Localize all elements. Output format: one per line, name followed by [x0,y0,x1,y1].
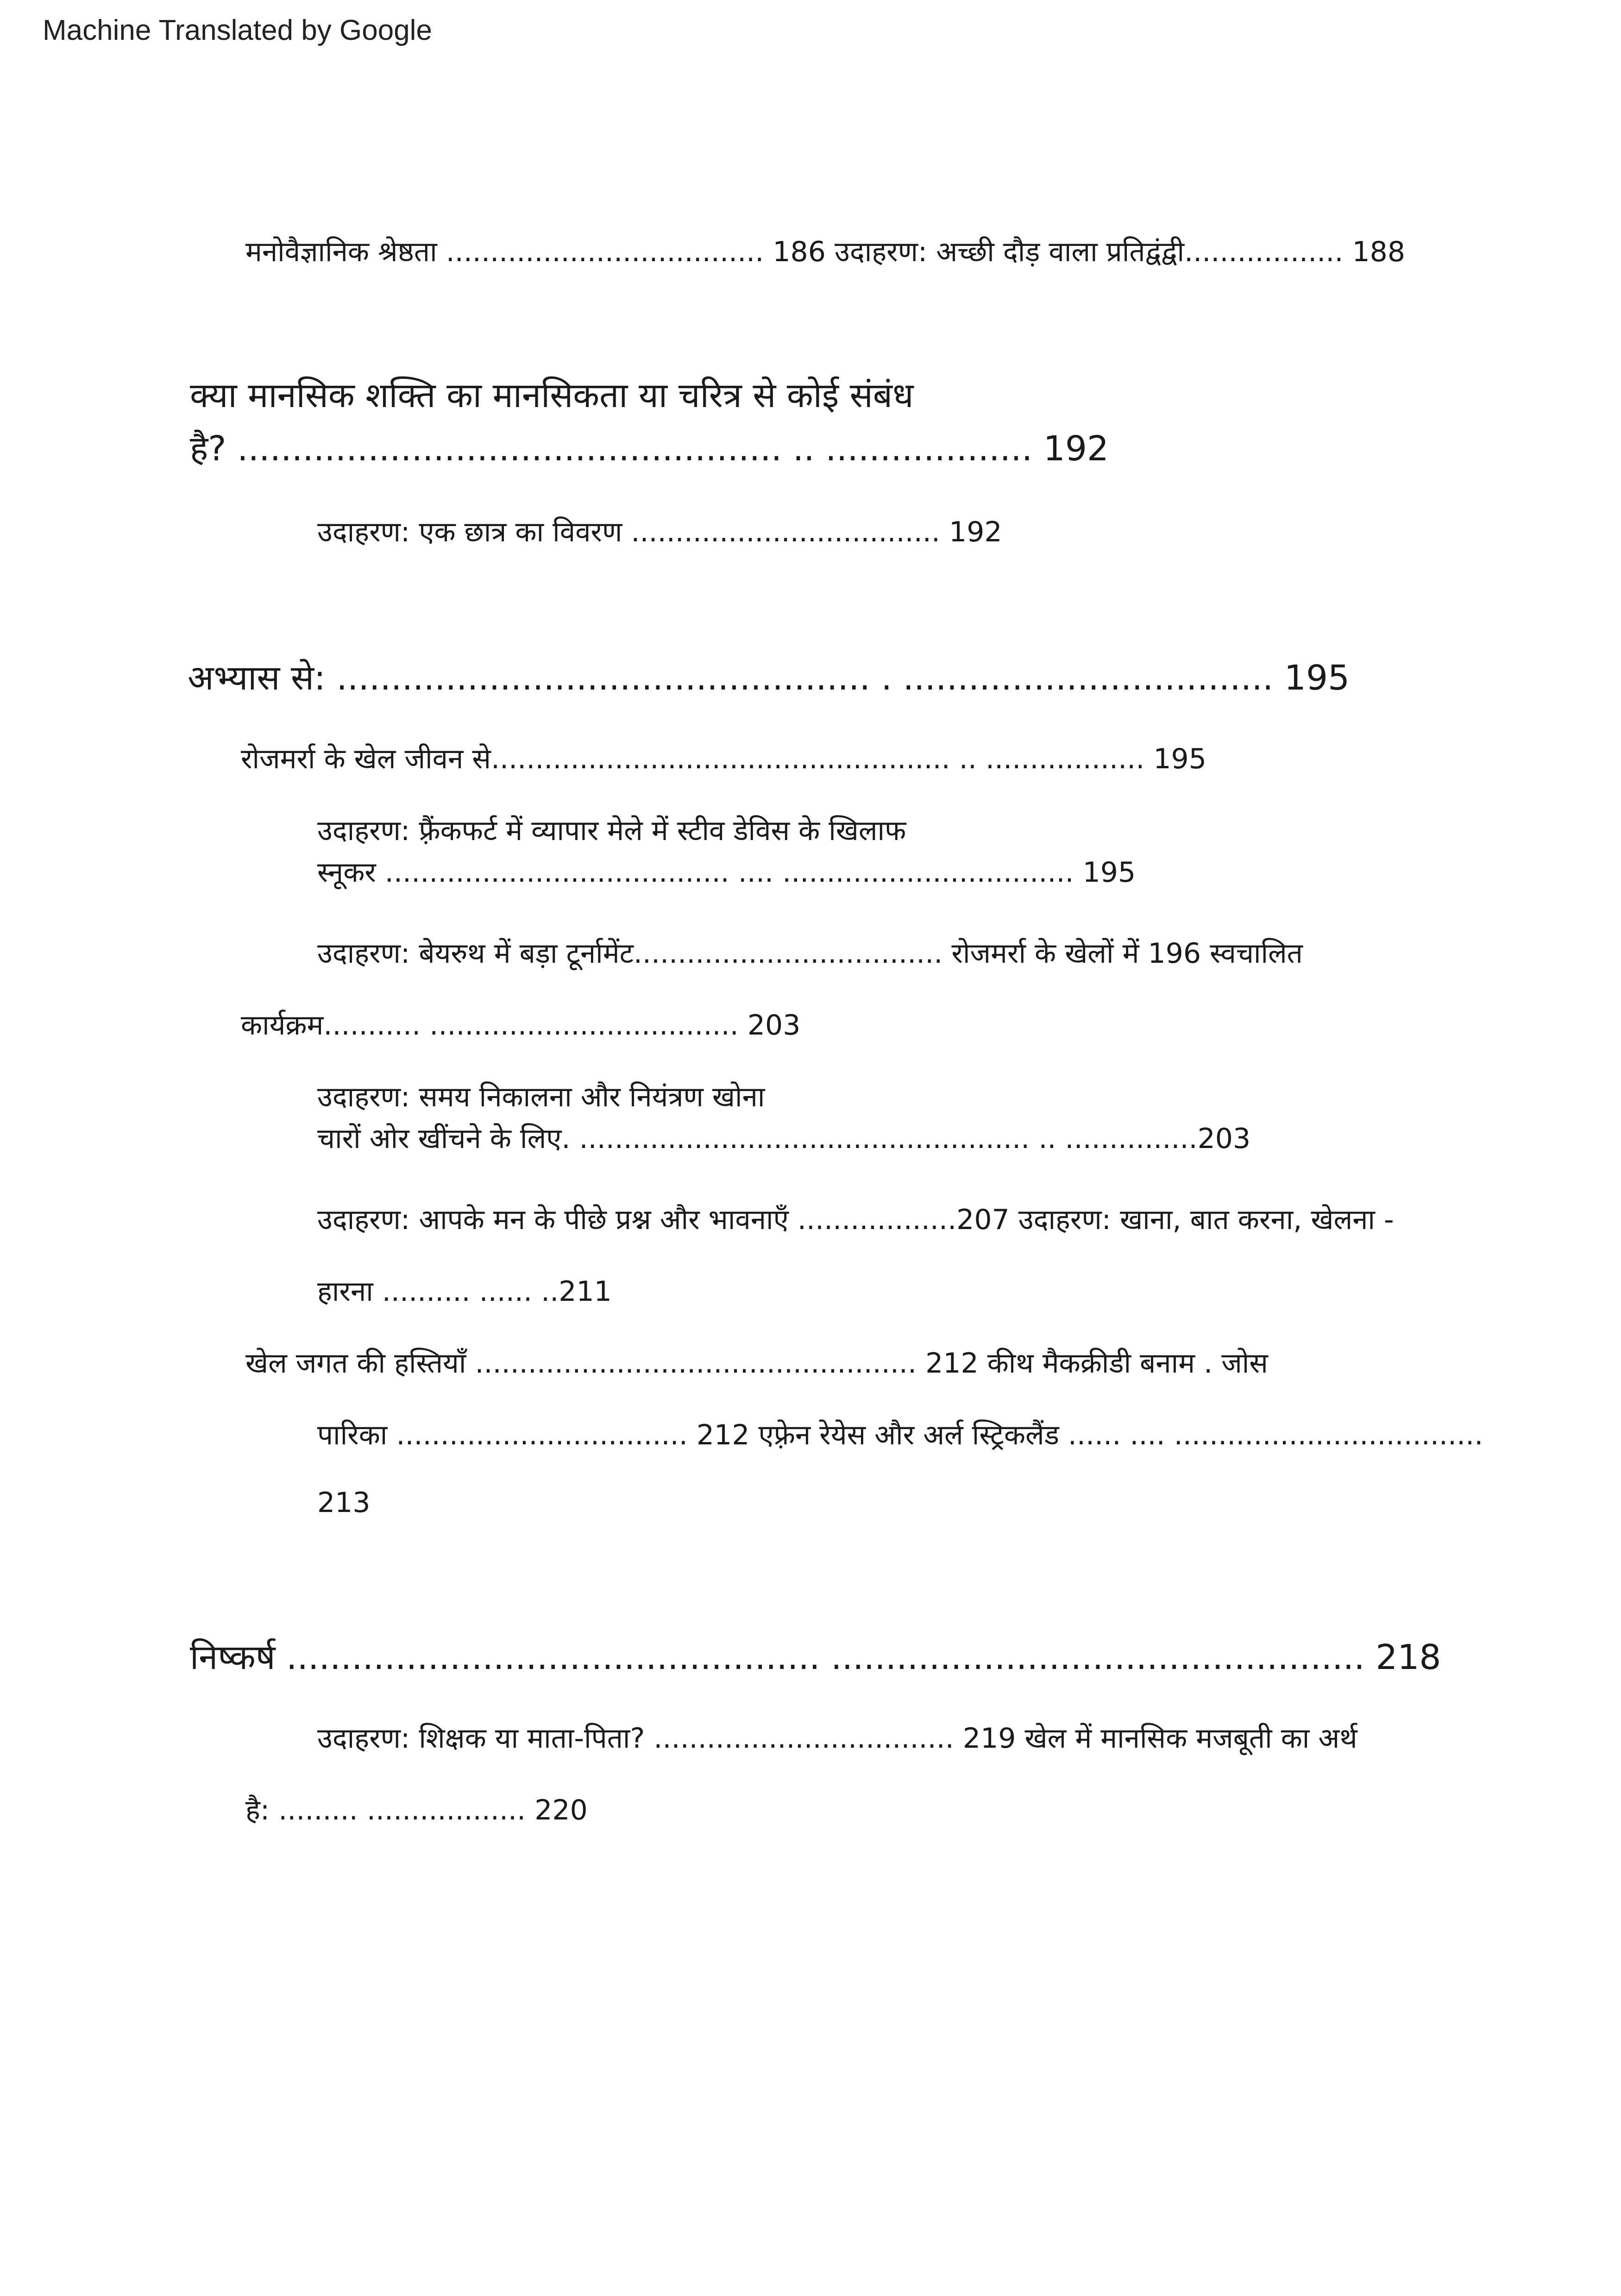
toc-entry-taking-time-line2: चारों ओर खींचने के लिए. ................................................... .. ...............203 [317,1123,1251,1155]
toc-entry-questions-and-feelings: उदाहरण: आपके मन के पीछे प्रश्न और भावनाएँ ..................207 उदाहरण: खाना, बात करना, खेलना - [317,1204,1394,1236]
toc-entry-taking-time-line1: उदाहरण: समय निकालना और नियंत्रण खोना [317,1081,765,1113]
toc-entry-automatic-programs: कार्यक्रम........... ................................... 203 [241,1009,801,1041]
machine-translation-banner: Machine Translated by Google [43,14,432,46]
toc-entry-student-description: उदाहरण: एक छात्र का विवरण ................................... 192 [317,516,1002,548]
toc-heading-from-practice: अभ्यास से: ................................................. . .................................. 195 [188,658,1350,698]
toc-entry-everyday-sports-life: रोजमर्रा के खेल जीवन से.................................................... .. .................. 195 [241,743,1206,775]
toc-heading-mental-strength-line1: क्या मानसिक शक्ति का मानसिकता या चरित्र से कोई संबंध [190,376,914,415]
toc-entry-teacher-or-parent: उदाहरण: शिक्षक या माता-पिता? .................................. 219 खेल में मानसिक मजबूती का अर्थ [317,1722,1357,1755]
toc-heading-mental-strength-line2: है? .................................................. .. ................... 192 [190,429,1109,469]
toc-entry-page-213: 213 [317,1487,371,1519]
toc-entry-losing: हारना .......... ...... ..211 [317,1275,612,1308]
toc-entry-psychological-superiority: मनोवैज्ञानिक श्रेष्ठता .................................... 186 उदाहरण: अच्छी दौड़ वाला प्रतिद्वंद्वी.................. 188 [245,236,1405,268]
toc-entry-frankfurt-snooker-line2: स्नूकर ....................................... .... ................................. 195 [317,856,1136,889]
toc-entry-parica-reyes-strickland: पारिका ................................. 212 एफ़्रेन रेयेस और अर्ल स्ट्रिकलैंड ...... .... ................................... [317,1419,1483,1451]
toc-entry-sports-personalities: खेल जगत की हस्तियाँ .................................................. 212 कीथ मैकक्रीडी बनाम . जोस [245,1347,1268,1380]
toc-heading-conclusion: निष्कर्ष ................................................. ................................................. 218 [190,1637,1441,1677]
toc-entry-meaning-mental-toughness: है: ......... .................. 220 [245,1794,588,1826]
toc-entry-frankfurt-snooker-line1: उदाहरण: फ़्रैंकफर्ट में व्यापार मेले में स्टीव डेविस के खिलाफ [317,815,906,847]
toc-entry-bayreuth-tournament: उदाहरण: बेयरुथ में बड़ा टूर्नामेंट................................... रोजमर्रा के खेलों में 196 स्वचालित [317,937,1303,970]
